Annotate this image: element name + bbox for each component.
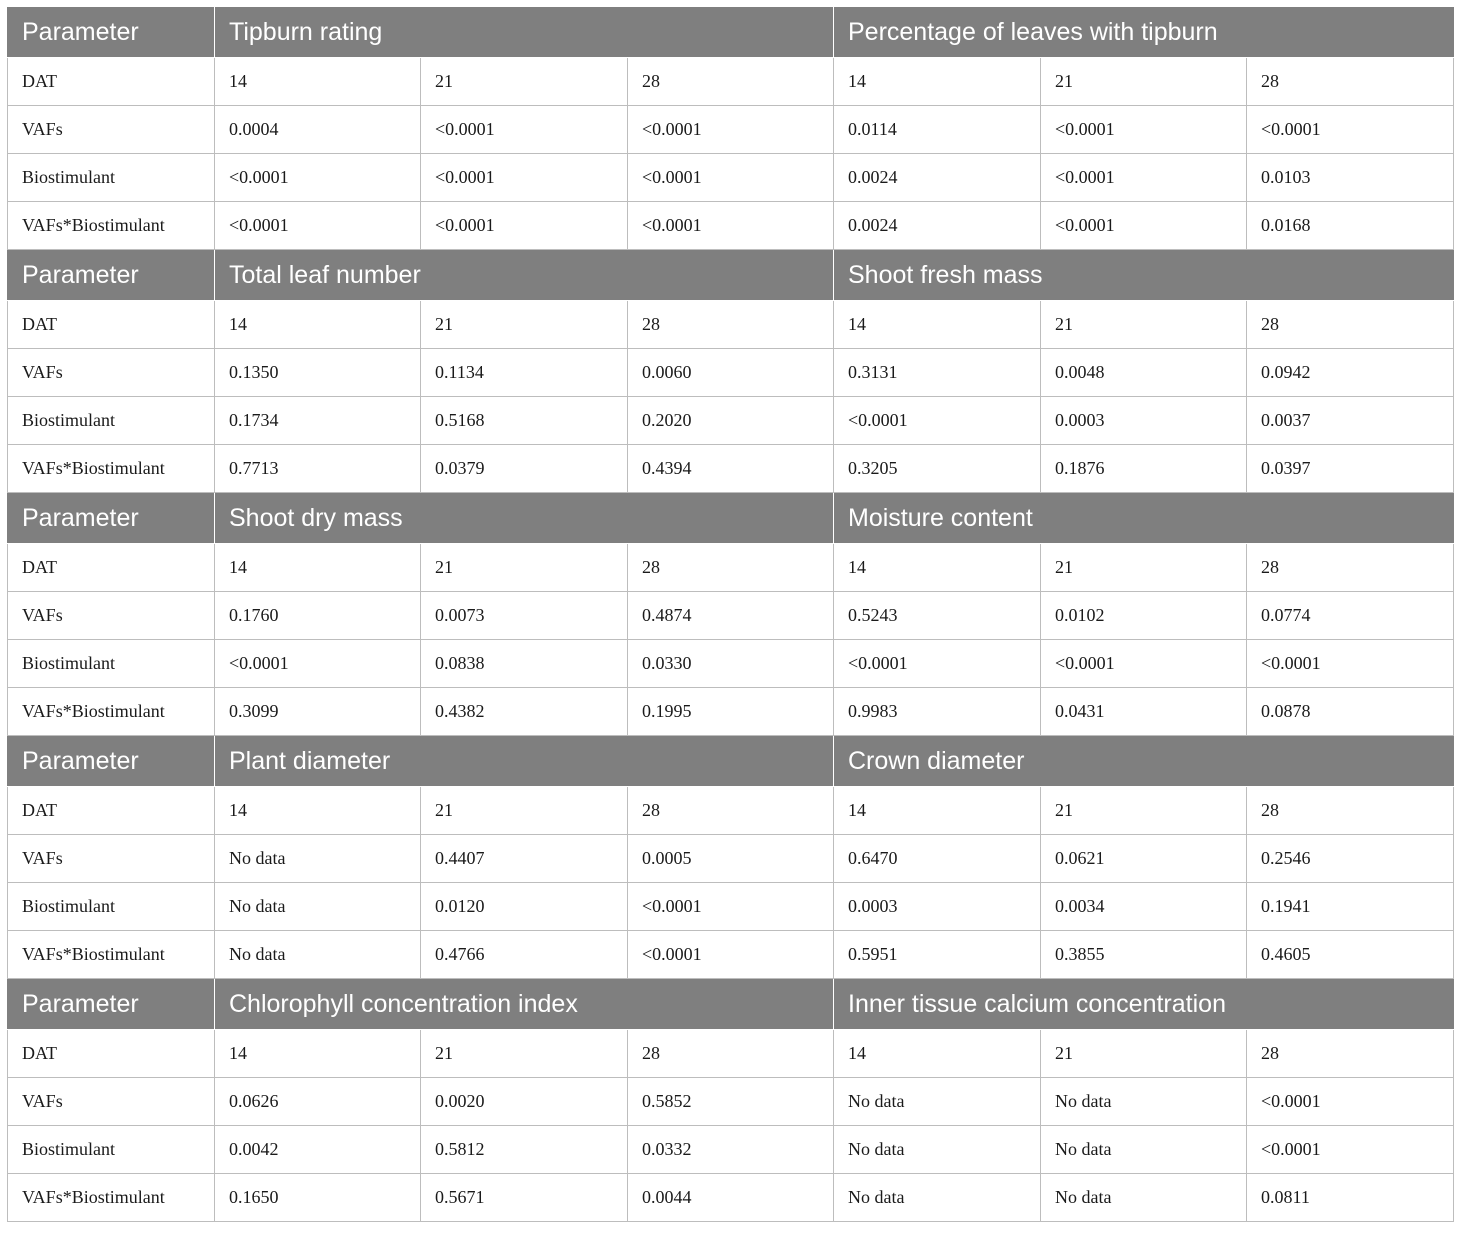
value-cell: 0.1876 [1041,445,1247,493]
value-cell: 28 [1247,58,1454,106]
right-measure-title: Percentage of leaves with tipburn [834,7,1454,58]
row-label: VAFs [8,349,215,397]
right-measure-title: Crown diameter [834,736,1454,787]
row-label: DAT [8,787,215,835]
value-cell: 0.7713 [215,445,421,493]
row-label: VAFs*Biostimulant [8,688,215,736]
value-cell: 0.0020 [421,1078,628,1126]
value-cell: 0.0878 [1247,688,1454,736]
value-cell: <0.0001 [628,106,834,154]
value-cell: 0.4407 [421,835,628,883]
value-cell: 0.0005 [628,835,834,883]
statistics-table [7,7,1454,1222]
left-measure-title: Plant diameter [215,736,834,787]
value-cell: 0.3099 [215,688,421,736]
value-cell: 0.1995 [628,688,834,736]
row-label: Biostimulant [8,640,215,688]
value-cell: <0.0001 [1247,640,1454,688]
value-cell: 0.0838 [421,640,628,688]
table-row [8,1126,1454,1174]
value-cell: No data [215,835,421,883]
value-cell: <0.0001 [1041,106,1247,154]
value-cell: 28 [628,58,834,106]
value-cell: 0.9983 [834,688,1041,736]
value-cell: 28 [1247,787,1454,835]
value-cell: 0.1650 [215,1174,421,1222]
value-cell: <0.0001 [215,154,421,202]
value-cell: <0.0001 [628,883,834,931]
value-cell: 0.4394 [628,445,834,493]
value-cell: 0.1350 [215,349,421,397]
value-cell: 0.0004 [215,106,421,154]
value-cell: 28 [1247,1030,1454,1078]
right-measure-title: Shoot fresh mass [834,250,1454,301]
row-label: VAFs*Biostimulant [8,445,215,493]
value-cell: 0.0114 [834,106,1041,154]
value-cell: 0.3855 [1041,931,1247,979]
left-measure-title: Tipburn rating [215,7,834,58]
value-cell: No data [1041,1174,1247,1222]
value-cell: 0.5812 [421,1126,628,1174]
value-cell: 0.2546 [1247,835,1454,883]
row-label: Biostimulant [8,397,215,445]
value-cell: 0.0003 [834,883,1041,931]
value-cell: 28 [1247,544,1454,592]
parameter-header-cell: Parameter [8,493,215,544]
value-cell: 0.0073 [421,592,628,640]
value-cell: <0.0001 [421,154,628,202]
parameter-header-cell: Parameter [8,979,215,1030]
value-cell: 28 [628,787,834,835]
value-cell: 0.1941 [1247,883,1454,931]
value-cell: 0.5951 [834,931,1041,979]
value-cell: 0.0048 [1041,349,1247,397]
section-header-row [8,979,1454,1030]
value-cell: 0.0379 [421,445,628,493]
value-cell: <0.0001 [421,106,628,154]
row-label: VAFs*Biostimulant [8,202,215,250]
table-body [8,7,1454,1222]
row-label: VAFs [8,835,215,883]
row-label: Biostimulant [8,1126,215,1174]
parameter-header-cell: Parameter [8,7,215,58]
right-measure-title: Moisture content [834,493,1454,544]
value-cell: 0.1760 [215,592,421,640]
row-label: VAFs [8,1078,215,1126]
section-header-row [8,736,1454,787]
value-cell: <0.0001 [1247,1078,1454,1126]
value-cell: 0.0003 [1041,397,1247,445]
value-cell: 14 [215,58,421,106]
value-cell: 21 [421,58,628,106]
table-row [8,445,1454,493]
value-cell: 14 [215,1030,421,1078]
value-cell: 0.0774 [1247,592,1454,640]
value-cell: 0.0332 [628,1126,834,1174]
value-cell: <0.0001 [834,640,1041,688]
value-cell: 28 [628,301,834,349]
value-cell: 0.0120 [421,883,628,931]
table-row [8,1078,1454,1126]
value-cell: No data [834,1078,1041,1126]
value-cell: <0.0001 [628,931,834,979]
table-row [8,202,1454,250]
value-cell: <0.0001 [628,154,834,202]
value-cell: <0.0001 [421,202,628,250]
value-cell: 14 [215,787,421,835]
section-header-row [8,493,1454,544]
row-label: DAT [8,301,215,349]
value-cell: 0.3205 [834,445,1041,493]
value-cell: 0.0060 [628,349,834,397]
left-measure-title: Total leaf number [215,250,834,301]
value-cell: <0.0001 [1041,154,1247,202]
value-cell: 21 [1041,787,1247,835]
value-cell: 0.1734 [215,397,421,445]
table-row [8,106,1454,154]
value-cell: 0.2020 [628,397,834,445]
value-cell: 28 [628,544,834,592]
value-cell: No data [215,931,421,979]
table-row [8,58,1454,106]
value-cell: 0.6470 [834,835,1041,883]
value-cell: 21 [1041,1030,1247,1078]
value-cell: 0.0811 [1247,1174,1454,1222]
value-cell: 0.0024 [834,202,1041,250]
value-cell: 0.5852 [628,1078,834,1126]
value-cell: 0.0103 [1247,154,1454,202]
table-row [8,301,1454,349]
value-cell: 0.4382 [421,688,628,736]
value-cell: 0.5243 [834,592,1041,640]
parameter-header-cell: Parameter [8,250,215,301]
row-label: DAT [8,58,215,106]
table-row [8,154,1454,202]
value-cell: 0.0024 [834,154,1041,202]
table-row [8,1030,1454,1078]
row-label: DAT [8,544,215,592]
value-cell: 0.0626 [215,1078,421,1126]
value-cell: 21 [421,544,628,592]
value-cell: 0.5671 [421,1174,628,1222]
table-row [8,592,1454,640]
value-cell: 21 [421,787,628,835]
row-label: VAFs [8,106,215,154]
value-cell: <0.0001 [215,640,421,688]
parameter-header-cell: Parameter [8,736,215,787]
value-cell: <0.0001 [1247,1126,1454,1174]
section-header-row [8,7,1454,58]
value-cell: 14 [215,544,421,592]
table-row [8,1174,1454,1222]
value-cell: 14 [215,301,421,349]
value-cell: 14 [834,787,1041,835]
value-cell: 0.0034 [1041,883,1247,931]
value-cell: 0.0397 [1247,445,1454,493]
left-measure-title: Chlorophyll concentration index [215,979,834,1030]
row-label: VAFs [8,592,215,640]
value-cell: 0.0037 [1247,397,1454,445]
row-label: DAT [8,1030,215,1078]
value-cell: No data [834,1174,1041,1222]
section-header-row [8,250,1454,301]
value-cell: 14 [834,544,1041,592]
value-cell: 0.0168 [1247,202,1454,250]
table-row [8,883,1454,931]
value-cell: 14 [834,58,1041,106]
value-cell: No data [1041,1078,1247,1126]
value-cell: 0.3131 [834,349,1041,397]
value-cell: 0.4766 [421,931,628,979]
value-cell: 0.0102 [1041,592,1247,640]
value-cell: 0.0621 [1041,835,1247,883]
value-cell: 21 [421,1030,628,1078]
value-cell: 28 [628,1030,834,1078]
table-row [8,787,1454,835]
row-label: Biostimulant [8,154,215,202]
value-cell: 14 [834,301,1041,349]
value-cell: 28 [1247,301,1454,349]
value-cell: <0.0001 [834,397,1041,445]
table-row [8,397,1454,445]
value-cell: 14 [834,1030,1041,1078]
row-label: VAFs*Biostimulant [8,1174,215,1222]
value-cell: 0.0044 [628,1174,834,1222]
table-row [8,349,1454,397]
value-cell: 21 [1041,544,1247,592]
value-cell: 0.0431 [1041,688,1247,736]
value-cell: 0.0042 [215,1126,421,1174]
value-cell: 21 [1041,301,1247,349]
left-measure-title: Shoot dry mass [215,493,834,544]
value-cell: No data [215,883,421,931]
value-cell: 21 [421,301,628,349]
value-cell: 0.4605 [1247,931,1454,979]
value-cell: <0.0001 [628,202,834,250]
table-row [8,835,1454,883]
row-label: Biostimulant [8,883,215,931]
value-cell: 21 [1041,58,1247,106]
row-label: VAFs*Biostimulant [8,931,215,979]
value-cell: <0.0001 [1041,202,1247,250]
value-cell: 0.0330 [628,640,834,688]
value-cell: 0.4874 [628,592,834,640]
value-cell: <0.0001 [215,202,421,250]
value-cell: No data [834,1126,1041,1174]
value-cell: 0.5168 [421,397,628,445]
value-cell: <0.0001 [1041,640,1247,688]
table-row [8,931,1454,979]
table-row [8,640,1454,688]
right-measure-title: Inner tissue calcium concentration [834,979,1454,1030]
value-cell: <0.0001 [1247,106,1454,154]
table-row [8,544,1454,592]
value-cell: 0.1134 [421,349,628,397]
value-cell: 0.0942 [1247,349,1454,397]
value-cell: No data [1041,1126,1247,1174]
table-row [8,688,1454,736]
